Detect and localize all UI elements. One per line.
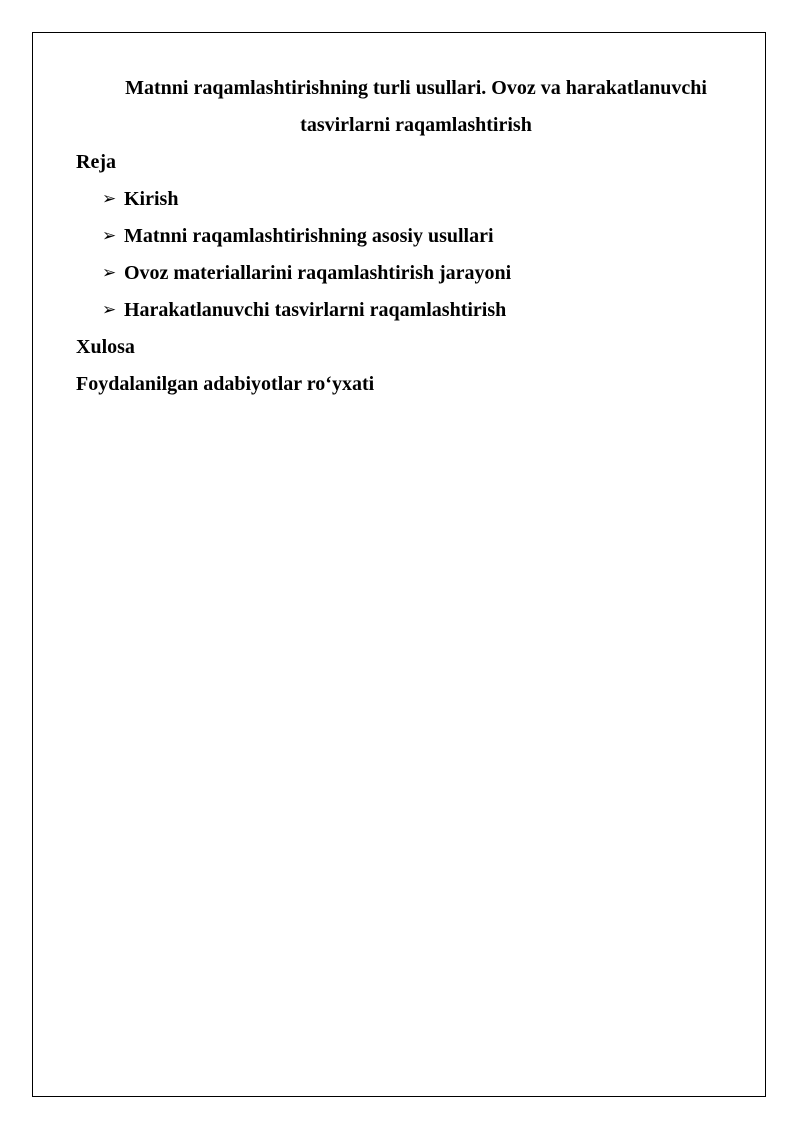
list-item [76,181,756,218]
arrowhead-bullet-icon: ➢ [102,263,117,283]
plan-item-label: Matnni raqamlashtirishning asosiy usullari [124,225,494,247]
title-line-2: tasvirlarni raqamlashtirish [300,114,532,136]
plan-item-label: Ovoz materiallarini raqamlashtirish jarayoni [124,262,512,284]
conclusion-heading: Xulosa [76,336,135,358]
document-title [76,70,756,144]
arrowhead-bullet-icon: ➢ [102,189,117,209]
references-heading: Foydalanilgan adabiyotlar ro‘yxati [76,373,375,395]
plan-item-label: Kirish [124,188,179,210]
list-item [76,292,756,329]
plan-heading: Reja [76,151,116,173]
arrowhead-bullet-icon: ➢ [102,226,117,246]
plan-item-label: Harakatlanuvchi tasvirlarni raqamlashtirish [124,299,507,321]
list-item [76,255,756,292]
document-content [76,70,756,403]
title-line-1: Matnni raqamlashtirishning turli usullari. Ovoz va harakatlanuvchi [125,77,707,99]
arrowhead-bullet-icon: ➢ [102,300,117,320]
plan-list [76,181,756,329]
list-item [76,218,756,255]
